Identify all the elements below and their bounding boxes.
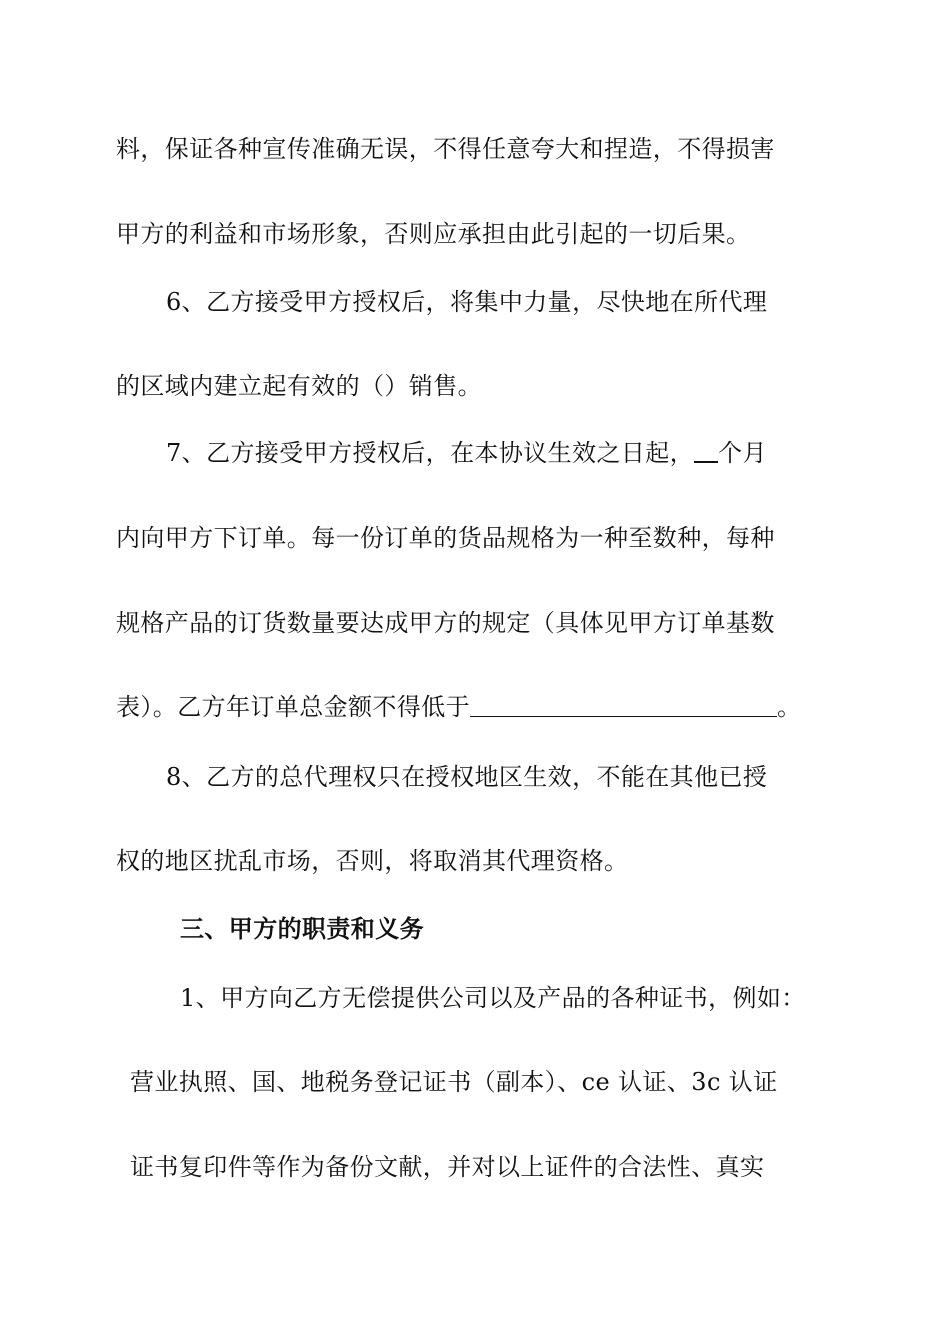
line-text: 7、乙方接受甲方授权后，在本协议生效之日起， — [166, 439, 695, 467]
fill-in-blank — [694, 441, 718, 463]
paragraph-line — [166, 437, 767, 469]
paragraph-line: 的区域内建立起有效的（）销售。 — [116, 372, 482, 400]
paragraph-line — [116, 691, 801, 723]
paragraph-line: 营业执照、国、地税务登记证书（副本）、ce 认证、3c 认证 — [130, 1068, 778, 1096]
line-text: 表）。乙方年订单总金额不得低于 — [116, 693, 470, 721]
paragraph-line: 证书复印件等作为备份文献，并对以上证件的合法性、真实 — [130, 1153, 765, 1181]
paragraph-line: 规格产品的订货数量要达成甲方的规定（具体见甲方订单基数 — [116, 609, 775, 637]
fill-in-blank — [470, 696, 777, 717]
line-text: 。 — [777, 693, 802, 721]
paragraph-line: 6、乙方接受甲方授权后，将集中力量，尽快地在所代理 — [166, 288, 768, 316]
paragraph-line: 内向甲方下订单。每一份订单的货品规格为一种至数种，每种 — [116, 524, 775, 552]
section-heading: 三、甲方的职责和义务 — [180, 914, 424, 943]
paragraph-line: 8、乙方的总代理权只在授权地区生效，不能在其他已授 — [166, 763, 768, 791]
paragraph-line: 1、甲方向乙方无偿提供公司以及产品的各种证书，例如： — [180, 984, 806, 1012]
line-text: 个月 — [718, 439, 767, 467]
paragraph-line: 甲方的利益和市场形象，否则应承担由此引起的一切后果。 — [116, 220, 751, 248]
paragraph-line: 料，保证各种宣传准确无误，不得任意夸大和捏造，不得损害 — [116, 135, 775, 163]
paragraph-line: 权的地区扰乱市场，否则，将取消其代理资格。 — [116, 847, 629, 875]
